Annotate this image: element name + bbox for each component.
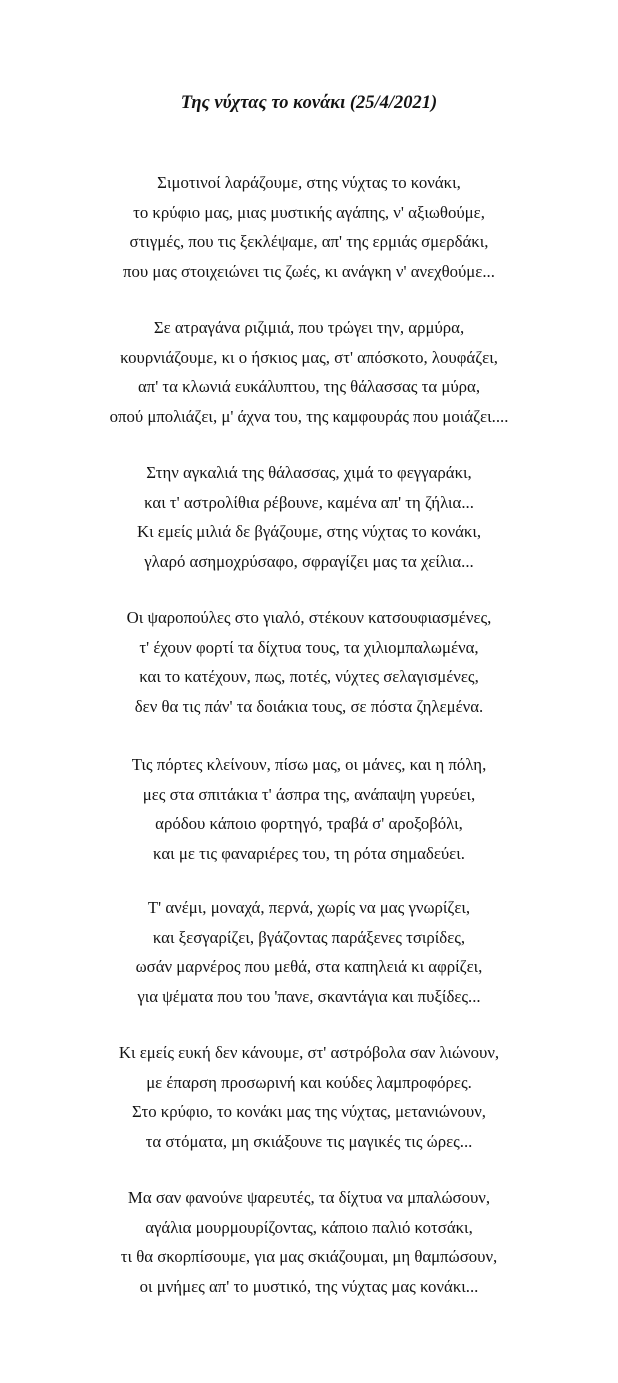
stanza-3 (0, 458, 618, 576)
stanza-2 (0, 313, 618, 431)
stanza-line: και ξεσγαρίζει, βγάζοντας παράξενες τσιρίδες, (152, 927, 466, 947)
stanza-line: και το κατέχουν, πως, ποτές, νύχτες σελαγισμένες, (139, 667, 479, 686)
stanza-7 (0, 1038, 618, 1156)
stanza-line: και τ' αστρολίθια ρέβουνε, καμένα απ' τη ζήλια... (144, 492, 474, 512)
stanza-line: Τις πόρτες κλείνουν, πίσω μας, οι μάνες, και η πόλη, (131, 755, 487, 774)
stanza-line: Στο κρύφιο, το κονάκι μας της νύχτας, μετανιώνουν, (132, 1102, 486, 1121)
stanza-line: τα στόματα, μη σκιάξουνε τις μαγικές τις ώρες... (145, 1131, 473, 1151)
stanza-line: δεν θα τις πάν' τα δοιάκια τους, σε πόστα ζηλεμένα. (134, 696, 484, 716)
stanza-line: Κι εμείς μιλιά δε βγάζουμε, στης νύχτας το κονάκι, (136, 522, 482, 541)
stanza-line: στιγμές, που τις ξεκλέψαμε, απ' της ερμιάς σμερδάκι, (129, 232, 489, 251)
stanza-line: και με τις φαναριέρες του, τη ρότα σημαδεύει. (153, 843, 465, 863)
stanza-line: ωσάν μαρνέρος που μεθά, στα καπηλειά κι αφρίζει, (135, 957, 483, 976)
stanza-line: Μα σαν φανούνε ψαρευτές, τα δίχτυα να μπαλώσουν, (127, 1188, 491, 1207)
stanza-line: τ' έχουν φορτί τα δίχτυα τους, τα χιλιομπαλωμένα, (139, 637, 479, 657)
stanza-line: με έπαρση προσωρινή και κούδες λαμπροφόρες. (146, 1072, 472, 1092)
stanza-line: τι θα σκορπίσουμε, για μας σκιάζουμαι, μη θαμπώσουν, (120, 1247, 498, 1266)
stanza-line: οι μνήμες απ' το μυστικό, της νύχτας μας κονάκι... (139, 1276, 479, 1296)
poem-title: Της νύχτας το κονάκι (25/4/2021) (180, 93, 438, 113)
stanza-line: αρόδου κάποιο φορτηγό, τραβά σ' αροξοβόλι, (155, 814, 463, 833)
stanza-line: αγάλια μουρμουρίζοντας, κάποιο παλιό κοτσάκι, (145, 1217, 473, 1237)
stanza-6 (0, 893, 618, 1011)
stanza-8 (0, 1183, 618, 1301)
stanza-line: Στην αγκαλιά της θάλασσας, χιμά το φεγγαράκι, (146, 463, 472, 482)
stanza-line: Οι ψαροπούλες στο γιαλό, στέκουν κατσουφιασμένες, (126, 608, 492, 627)
stanza-line: το κρύφιο μας, μιας μυστικής αγάπης, ν' αξιωθούμε, (133, 202, 485, 222)
stanza-line: Κι εμείς ευκή δεν κάνουμε, στ' αστρόβολα σαν λιώνουν, (118, 1043, 500, 1062)
stanza-line: γλαρό ασημοχρύσαφο, σφραγίζει μας τα χείλια... (144, 551, 474, 571)
stanza-1 (0, 168, 618, 286)
stanza-line: μες στα σπιτάκια τ' άσπρα της, ανάπαψη γυρεύει, (142, 784, 476, 804)
stanza-line: Τ' ανέμι, μοναχά, περνά, χωρίς να μας γνωρίζει, (147, 898, 471, 917)
stanza-line: κουρνιάζουμε, κι ο ήσκιος μας, στ' απόσκοτο, λουφάζει, (120, 347, 498, 367)
stanza-line: που μας στοιχειώνει τις ζωές, κι ανάγκη ν' ανεχθούμε... (123, 261, 495, 281)
stanza-5 (0, 750, 618, 868)
stanza-4 (0, 603, 618, 721)
stanza-line: οπού μπολιάζει, μ' άχνα του, της καμφουράς που μοιάζει.... (109, 406, 509, 426)
stanza-line: Σε ατραγάνα ριζιμιά, που τρώγει την, αρμύρα, (153, 318, 465, 337)
stanza-line: για ψέματα που του 'πανε, σκαντάγια και πυξίδες... (137, 986, 481, 1006)
stanza-line: απ' τα κλωνιά ευκάλυπτου, της θάλασσας τα μύρα, (137, 377, 481, 396)
stanza-line: Σιμοτινοί λαράζουμε, στης νύχτας το κονάκι, (157, 173, 461, 192)
